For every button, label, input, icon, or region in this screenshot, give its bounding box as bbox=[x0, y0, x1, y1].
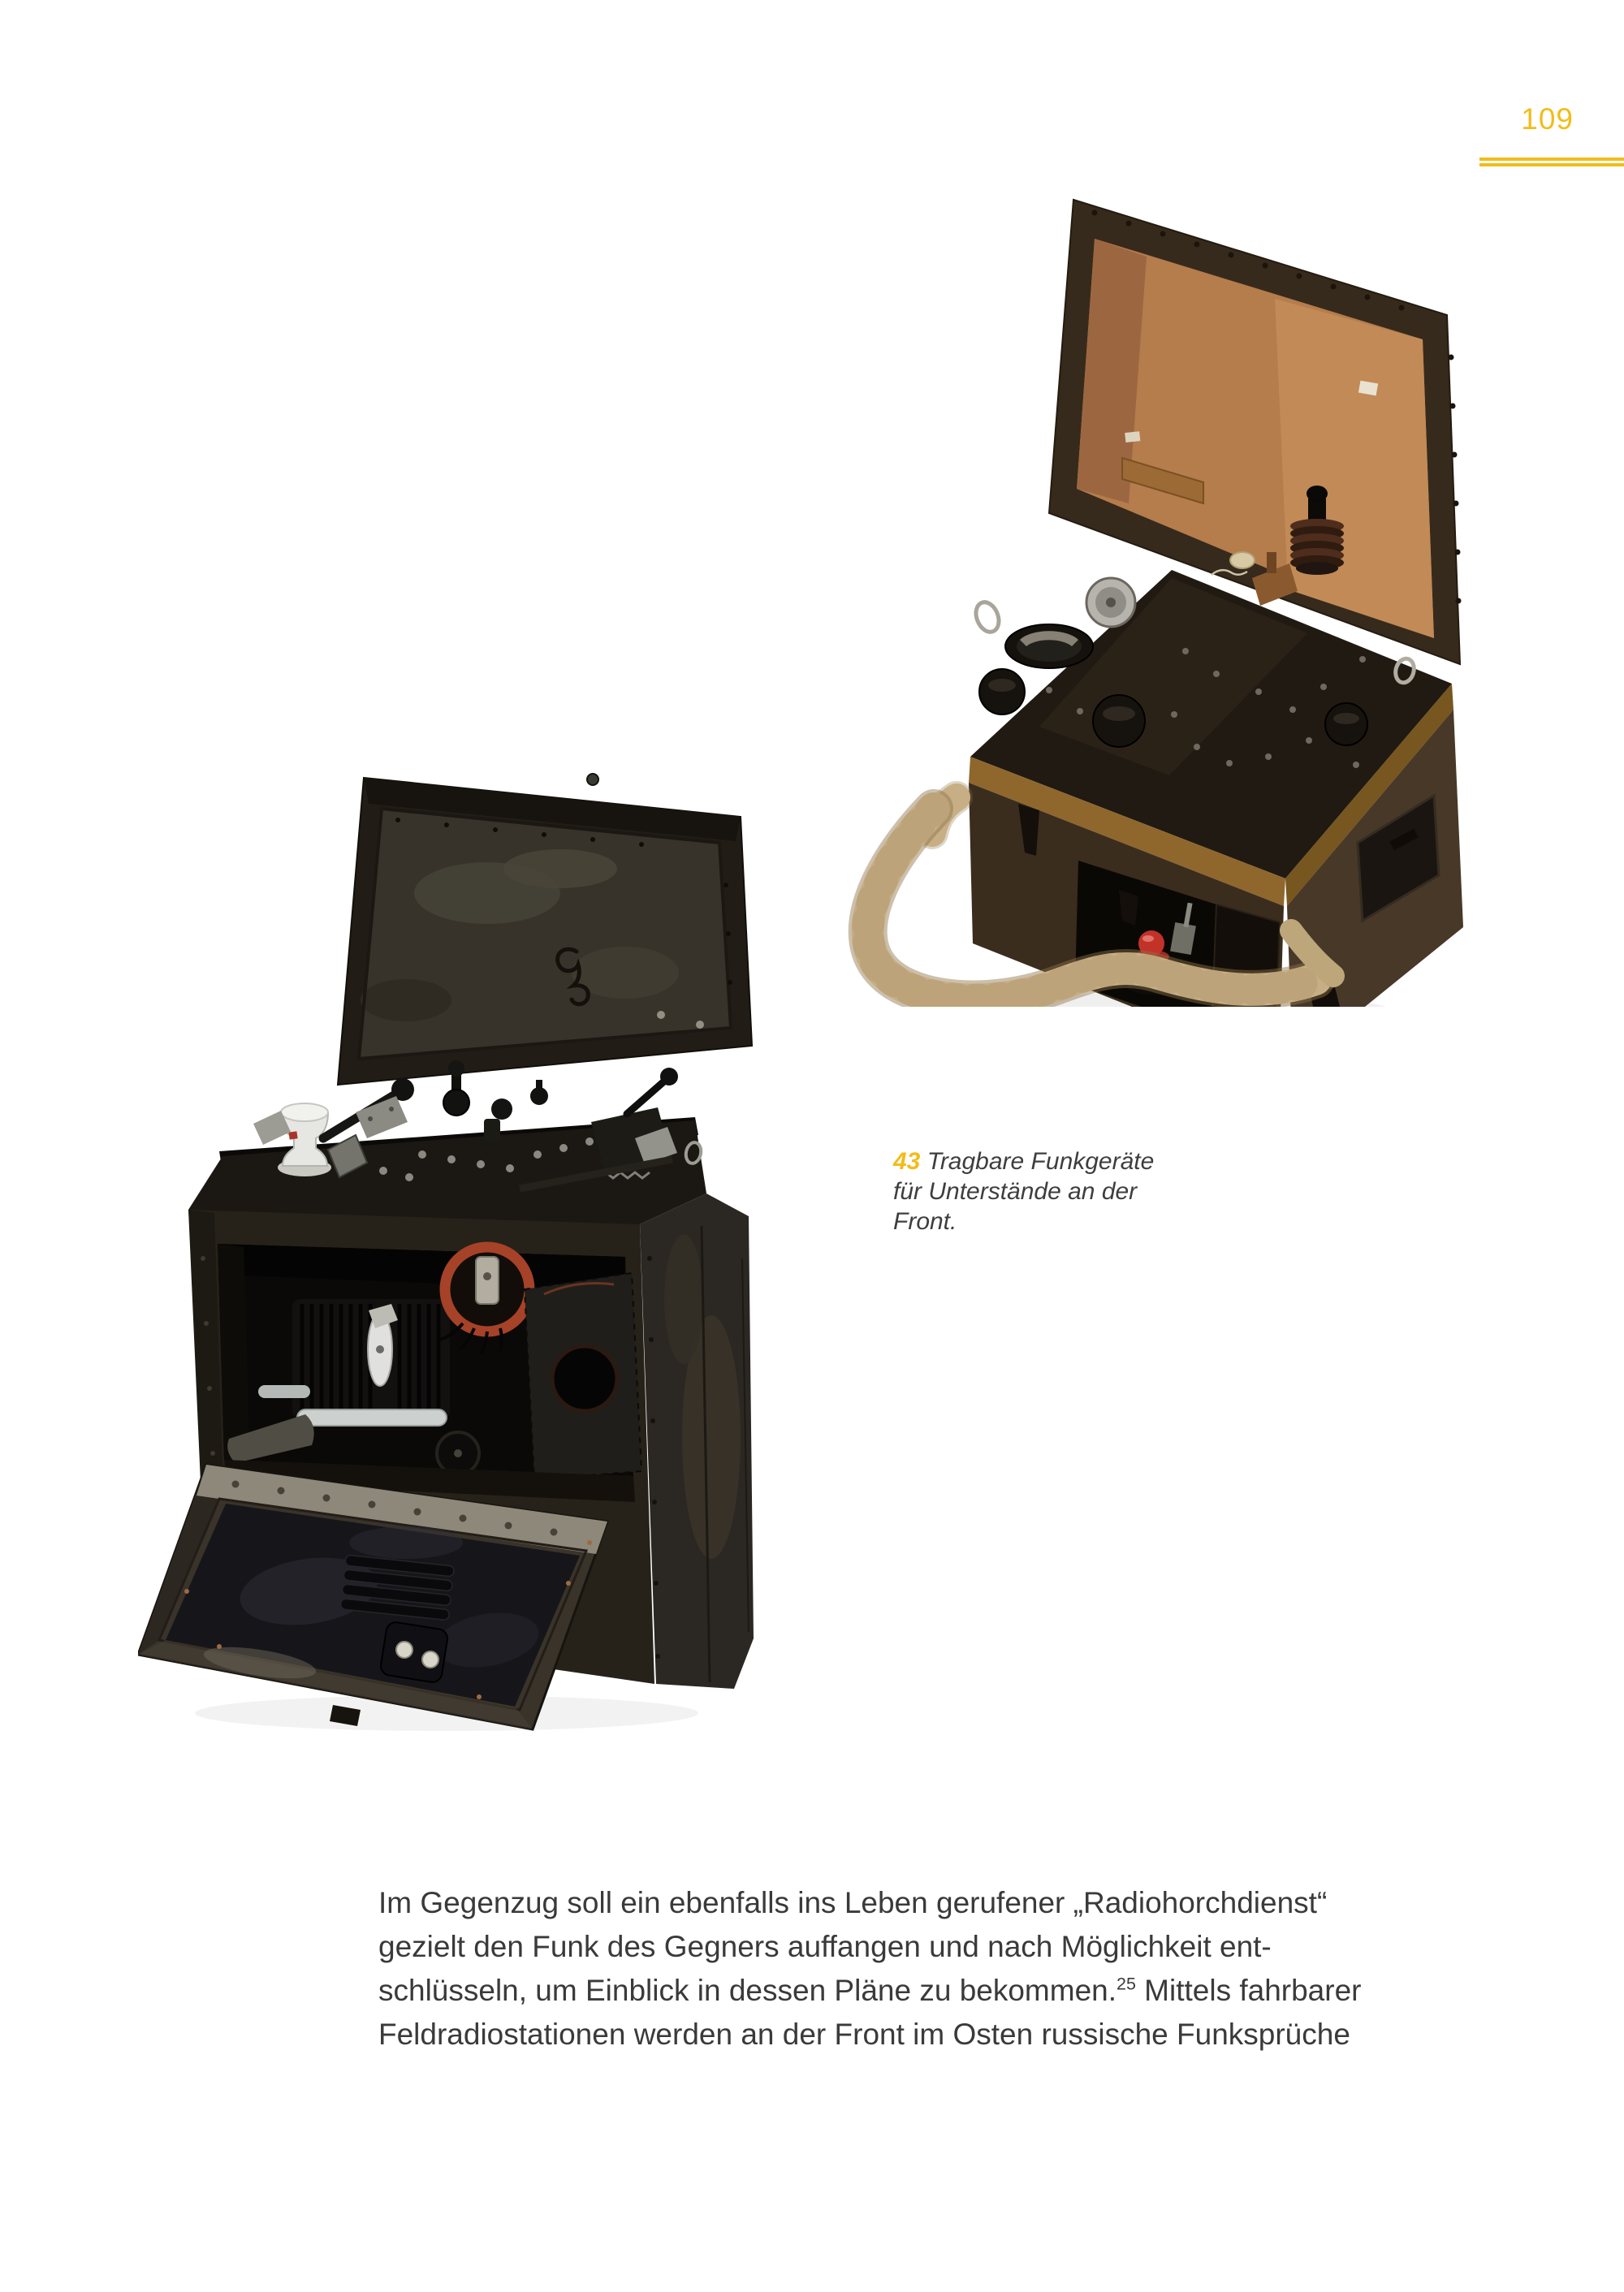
snap-tab bbox=[379, 1621, 448, 1683]
body-line-3: schlüsseln, um Einblick in dessen Pläne zu bekommen. bbox=[378, 1974, 1117, 2007]
photo-portable-radio-case bbox=[836, 195, 1470, 1007]
footnote-reference: 25 bbox=[1116, 1974, 1136, 1994]
body-line-1: Im Gegenzug soll ein ebenfalls ins Leben gerufener „Radiohorchdienst“ bbox=[378, 1886, 1328, 1919]
figure-caption bbox=[893, 1146, 1250, 1237]
caption-line-1: Tragbare Funkgeräte bbox=[926, 1148, 1155, 1175]
body-line-3b: Mittels fahrbarer bbox=[1135, 1974, 1362, 2007]
box-lid bbox=[338, 774, 752, 1085]
caption-line-2: für Unterstände an der bbox=[893, 1178, 1138, 1205]
body-line-4: Feldradiostationen werden an der Front im Osten russische Funksprüche bbox=[378, 2018, 1350, 2051]
field-radio-illustration bbox=[138, 771, 755, 1737]
portable-radio-illustration bbox=[836, 195, 1470, 1007]
header-rule bbox=[1479, 158, 1624, 166]
figure-number: 43 bbox=[893, 1148, 921, 1175]
caption-line-3: Front. bbox=[893, 1208, 957, 1235]
body-paragraph bbox=[378, 1881, 1466, 2057]
body-line-2: gezielt den Funk des Gegners auffangen und nach Möglichkeit ent- bbox=[378, 1930, 1272, 1963]
felt-transformer bbox=[525, 1273, 641, 1479]
photo-field-radio-box bbox=[138, 771, 755, 1737]
page-number: 109 bbox=[1521, 102, 1574, 136]
